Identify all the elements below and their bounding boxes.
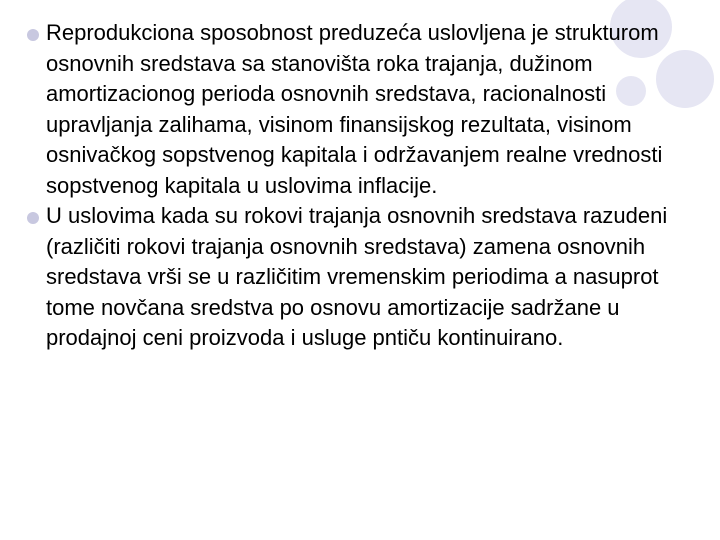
bullet-text: Reprodukciona sposobnost preduzeća uslovljena je strukturom osnovnih sredstava sa stanovišta roka trajanja, dužinom amortizacionog perioda osnovnih sredstava, racionalnosti upravljanja zalihama, visinom finansijskog rezultata, visinom osnivačkog sopstvenog kapitala i održavanjem realne vrednosti sopstvenog kapitala u uslovima inflacije.	[46, 20, 663, 198]
bullet-item	[0, 201, 678, 354]
bullet-list	[0, 18, 720, 354]
slide-content	[0, 18, 720, 354]
circle-bullet-icon	[27, 29, 39, 41]
bullet-item	[0, 18, 678, 201]
circle-bullet-icon	[27, 212, 39, 224]
bullet-text: U uslovima kada su rokovi trajanja osnovnih sredstava razudeni (različiti rokovi trajanja osnovnih sredstava) zamena osnovnih sredstava vrši se u različitim vremenskim periodima a nasuprot tome novčana sredstva po osnovu amortizacije sadržane u prodajnoj ceni proizvoda i usluge pntiču kontinuirano.	[46, 203, 668, 350]
